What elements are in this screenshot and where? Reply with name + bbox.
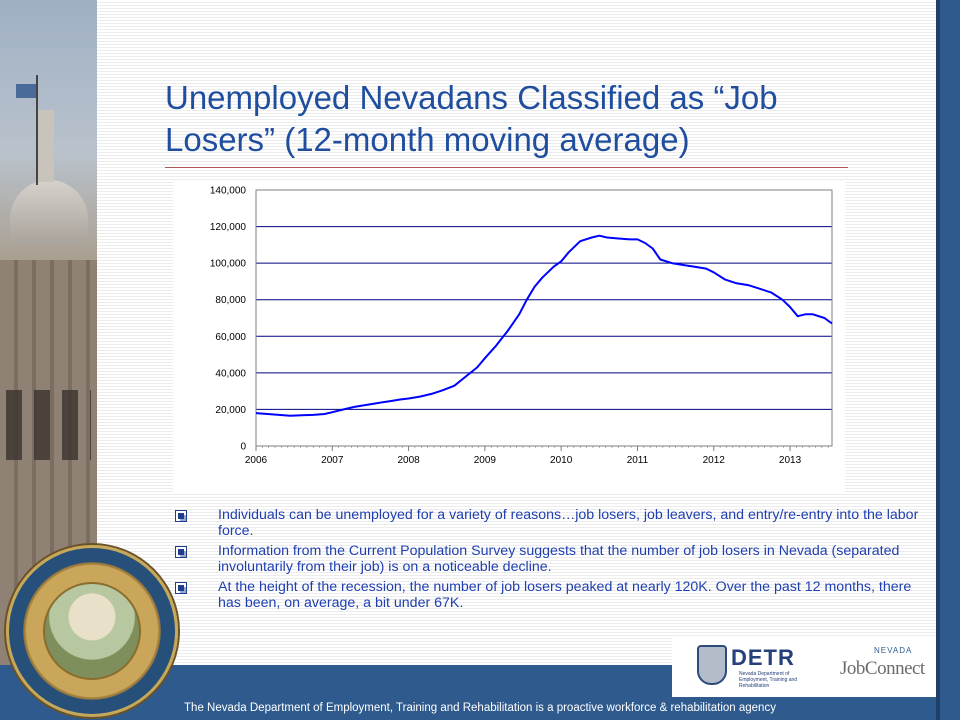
x-tick-label: 2007: [321, 455, 344, 466]
y-tick-label: 20,000: [215, 404, 246, 416]
chart-svg: [173, 180, 845, 492]
y-tick-label: 80,000: [215, 295, 246, 307]
slide-title: Unemployed Nevadans Classified as “Job Losers” (12-month moving average): [165, 79, 778, 158]
square-bullet-icon: [175, 510, 187, 522]
flag-icon: [16, 84, 36, 98]
right-border: [936, 0, 960, 720]
bullet-item: [175, 508, 935, 539]
nevada-state-seal: [6, 545, 178, 717]
detr-logo: [697, 643, 825, 691]
jobconnect-logo: [838, 644, 934, 688]
square-bullet-icon: [175, 546, 187, 558]
line-chart: [173, 180, 845, 492]
y-tick-label: 100,000: [209, 258, 246, 270]
x-tick-label: 2006: [244, 455, 268, 466]
y-tick-label: 40,000: [215, 368, 246, 380]
square-bullet-icon: [175, 582, 187, 594]
jobconnect-wordmark: JobConnect: [840, 658, 925, 679]
seal-landscape: [43, 582, 141, 680]
nevada-shield-icon: [697, 645, 727, 685]
x-tick-label: 2009: [473, 455, 496, 466]
y-tick-label: 60,000: [215, 331, 246, 343]
y-tick-label: 140,000: [209, 185, 246, 197]
detr-wordmark: DETR: [731, 645, 795, 670]
capitol-dome: [10, 180, 88, 244]
bullet-text: Individuals can be unemployed for a variety of reasons…job losers, job leavers, and entry/re-entry into the labor force.: [218, 507, 919, 539]
y-tick-label: 120,000: [209, 222, 246, 234]
bullet-list: [175, 508, 935, 616]
capitol-lantern: [38, 110, 54, 182]
footer-text: The Nevada Department of Employment, Training and Rehabilitation is a proactive workforce & rehabilitation agency: [184, 702, 776, 714]
x-tick-label: 2012: [702, 455, 725, 466]
y-tick-label: 0: [240, 441, 246, 453]
jobconnect-state: NEVADA: [874, 646, 913, 655]
x-tick-label: 2011: [626, 455, 649, 466]
bullet-item: [175, 544, 935, 575]
x-tick-label: 2010: [550, 455, 573, 466]
x-tick-label: 2013: [778, 455, 802, 466]
bullet-text: At the height of the recession, the number of job losers peaked at nearly 120K. Over the past 12 months, there has been, on average, a bit under 67K.: [218, 579, 912, 611]
flagpole: [36, 75, 38, 185]
bullet-item: [175, 580, 935, 611]
bullet-text: Information from the Current Population Survey suggests that the number of job losers in Nevada (separated involuntarily from their job) is on a noticeable decline.: [218, 543, 900, 575]
capitol-windows: [6, 390, 91, 460]
plot-frame: [256, 190, 832, 446]
title-divider: [165, 167, 848, 168]
detr-subtitle: Nevada Department of Employment, Training and Rehabilitation: [739, 671, 798, 689]
x-tick-label: 2008: [397, 455, 420, 466]
